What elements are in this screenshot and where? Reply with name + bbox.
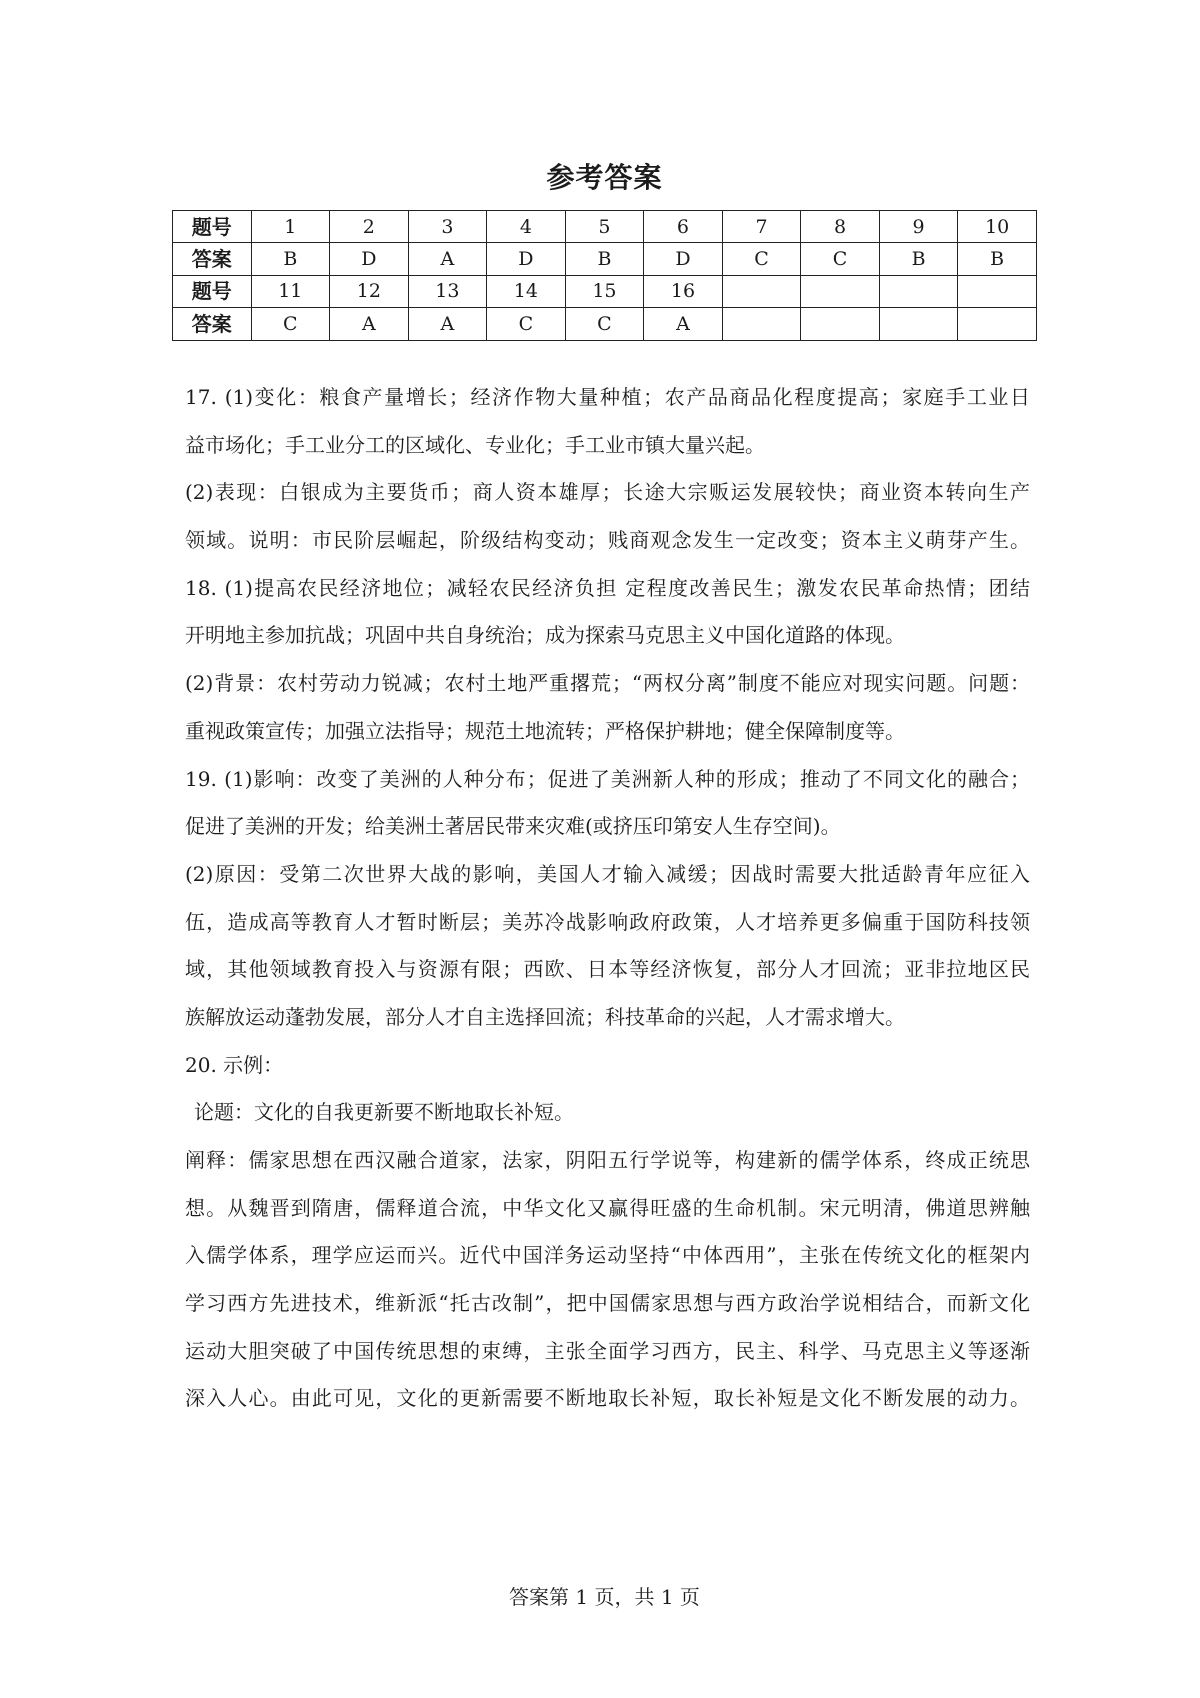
table-cell (801, 308, 880, 340)
table-cell: 12 (330, 275, 409, 307)
table-cell (879, 275, 958, 307)
row-label: 答案 (173, 243, 252, 275)
table-row-question-numbers (173, 211, 1037, 243)
table-cell: 3 (408, 211, 487, 243)
answer-line: 17. (1)变化：粮食产量增长；经济作物大量种植；农产品商品化程度提高；家庭手工业日 (185, 385, 1030, 409)
answer-line: 想。从魏晋到隋唐，儒释道合流，中华文化又赢得旺盛的生命机制。宋元明清，佛道思辨触 (185, 1195, 1030, 1220)
table-cell: 15 (565, 275, 644, 307)
answer-line: 18. (1)提高农民经济地位；减轻农民经济负担 定程度改善民生；激发农民革命热情；团结 (185, 575, 1030, 600)
answer-line: 开明地主参加抗战；巩固中共自身统治；成为探索马克思主义中国化道路的体现。 (185, 623, 905, 648)
table-cell: 1 (251, 211, 330, 243)
row-label: 题号 (173, 275, 252, 307)
answer-line: 运动大胆突破了中国传统思想的束缚，主张全面学习西方，民主、科学、马克思主义等逐渐 (185, 1338, 1030, 1363)
answer-line: 阐释：儒家思想在西汉融合道家，法家，阴阳五行学说等，构建新的儒学体系，终成正统思 (185, 1148, 1030, 1172)
table-cell: 11 (251, 275, 330, 307)
table-cell: C (801, 243, 880, 275)
answer-heading: 20. 示例： (185, 1052, 284, 1077)
table-cell: 16 (644, 275, 723, 307)
table-cell: 10 (958, 211, 1037, 243)
table-cell (801, 275, 880, 307)
answer-line: (2)表现：白银成为主要货币；商人资本雄厚；长途大宗贩运发展较快；商业资本转向生产 (185, 480, 1030, 505)
answer-line: 领域。说明：市民阶层崛起，阶级结构变动；贱商观念发生一定改变；资本主义萌芽产生。 (185, 528, 1030, 553)
answer-line: 重视政策宣传；加强立法指导；规范土地流转；严格保护耕地；健全保障制度等。 (185, 718, 905, 743)
table-cell: B (879, 243, 958, 275)
table-cell: C (565, 308, 644, 340)
answer-line: 益市场化；手工业分工的区域化、专业化；手工业市镇大量兴起。 (185, 432, 765, 457)
table-cell (958, 308, 1037, 340)
table-cell: C (251, 308, 330, 340)
answer-line: 深入人心。由此可见，文化的更新需要不断地取长补短，取长补短是文化不断发展的动力。 (185, 1386, 1030, 1411)
table-row-answers (173, 308, 1037, 340)
table-cell: 7 (722, 211, 801, 243)
table-cell: D (330, 243, 409, 275)
table-cell: 6 (644, 211, 723, 243)
table-cell: 8 (801, 211, 880, 243)
table-row-answers (173, 243, 1037, 275)
answer-line: 伍，造成高等教育人才暂时断层；美苏冷战影响政府政策，人才培养更多偏重于国防科技领 (185, 909, 1030, 934)
table-cell: A (408, 243, 487, 275)
answer-table (172, 210, 1037, 341)
table-cell (958, 275, 1037, 307)
table-cell: 9 (879, 211, 958, 243)
table-cell: A (644, 308, 723, 340)
answer-line: (2)原因：受第二次世界大战的影响，美国人才输入减缓；因战时需要大批适龄青年应征入 (185, 861, 1030, 886)
table-cell: A (408, 308, 487, 340)
row-label: 答案 (173, 308, 252, 340)
answer-line: (2)背景：农村劳动力锐减；农村土地严重撂荒；“两权分离”制度不能应对现实问题。问题： (185, 671, 1030, 696)
table-cell: C (722, 243, 801, 275)
table-cell (879, 308, 958, 340)
answer-line: 19. (1)影响：改变了美洲的人种分布；促进了美洲新人种的形成；推动了不同文化的融合； (185, 766, 1030, 791)
table-cell: D (487, 243, 566, 275)
page-footer: 答案第 1 页，共 1 页 (509, 1585, 700, 1609)
answer-line: 促进了美洲的开发；给美洲土著居民带来灾难(或挤压印第安人生存空间)。 (185, 814, 841, 839)
table-cell: 14 (487, 275, 566, 307)
page-title: 参考答案 (546, 161, 663, 194)
row-label: 题号 (173, 211, 252, 243)
table-cell: B (958, 243, 1037, 275)
table-row-question-numbers (173, 275, 1037, 307)
answer-thesis: 论题：文化的自我更新要不断地取长补短。 (194, 1100, 574, 1125)
answer-text-block (185, 374, 1030, 1423)
table-cell: B (251, 243, 330, 275)
answer-line: 域，其他领域教育投入与资源有限；西欧、日本等经济恢复，部分人才回流；亚非拉地区民 (185, 957, 1030, 982)
table-cell: 2 (330, 211, 409, 243)
table-cell: A (330, 308, 409, 340)
answer-line: 学习西方先进技术，维新派“托古改制”，把中国儒家思想与西方政治学说相结合，而新文化 (185, 1291, 1030, 1316)
table-cell: C (487, 308, 566, 340)
table-cell (722, 275, 801, 307)
table-cell: 5 (565, 211, 644, 243)
answer-line: 族解放运动蓬勃发展，部分人才自主选择回流；科技革命的兴起，人才需求增大。 (185, 1004, 905, 1029)
answer-line: 入儒学体系，理学应运而兴。近代中国洋务运动坚持“中体西用”，主张在传统文化的框架内 (185, 1243, 1030, 1268)
table-cell: D (644, 243, 723, 275)
table-cell: B (565, 243, 644, 275)
table-cell: 4 (487, 211, 566, 243)
table-cell (722, 308, 801, 340)
table-cell: 13 (408, 275, 487, 307)
